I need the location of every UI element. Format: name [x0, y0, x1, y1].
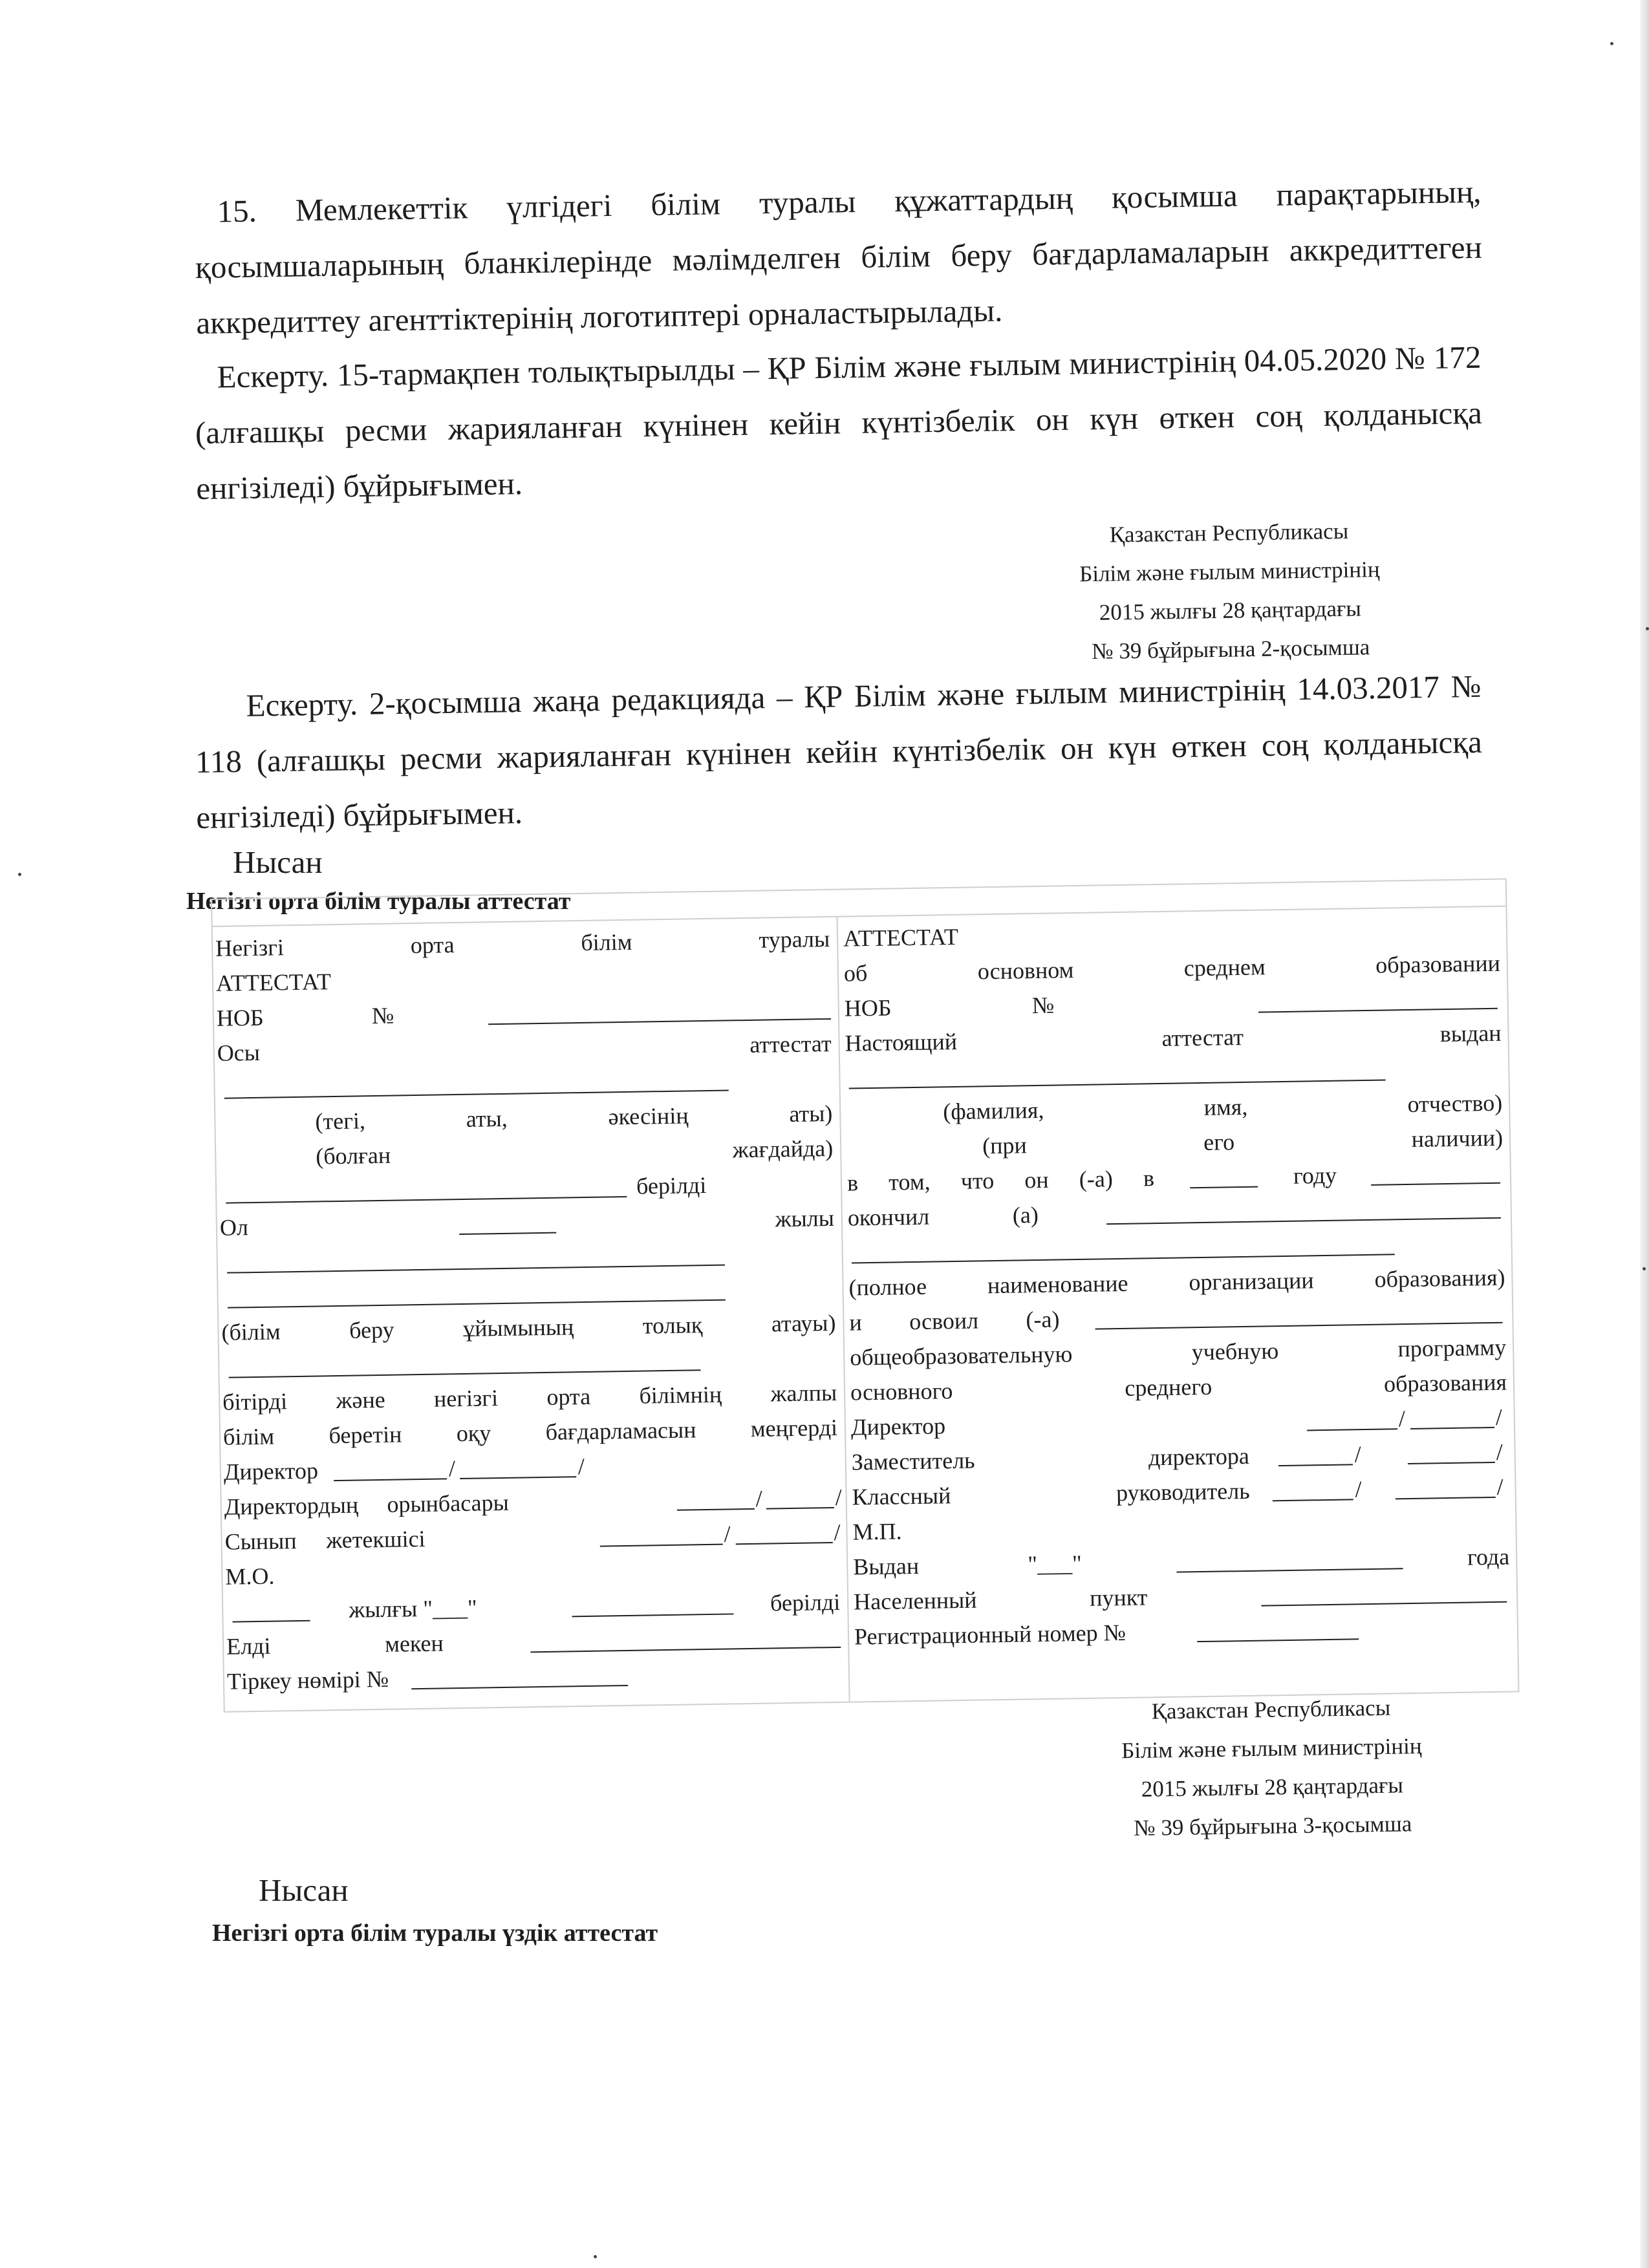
name-line — [849, 1080, 1386, 1089]
signature-line — [1273, 1499, 1353, 1501]
scan-speck — [1610, 42, 1613, 45]
scan-speck — [18, 873, 21, 876]
form-row: Настоящий аттестат выдан — [845, 1020, 1502, 1056]
registration-number-line — [1197, 1638, 1359, 1642]
form-row: (тегі, аты, әкесінің аты) — [315, 1100, 833, 1135]
organization-line — [229, 1369, 701, 1378]
form-row: Осы аттестат — [217, 1030, 832, 1066]
form-row: (фамилия, имя, отчество) — [942, 1089, 1503, 1125]
form-row: (при его наличии) — [982, 1124, 1503, 1159]
form-row: білім беретін оқу бағдарламасын меңгерді — [222, 1414, 838, 1450]
scan-speck — [594, 2255, 597, 2258]
note-paragraph-15: Ескерту. 15-тармақпен толықтырылды – ҚР Білім және ғылым министрінің 04.05.2020 № 172 (алғашқы ресми жарияланған күнінен кейін күнтізбелік он күн өткен соң қолданысқа енгізіледі) бұйрығымен. — [195, 339, 1483, 506]
signature-line — [1396, 1497, 1496, 1499]
issued-to-line — [226, 1196, 627, 1204]
signature-line — [736, 1542, 833, 1545]
form-column-kazakh — [215, 924, 842, 1702]
form-row: Елді мекен — [226, 1622, 841, 1667]
form-row: Классный руководитель / / — [852, 1473, 1503, 1510]
settlement-line — [530, 1647, 841, 1653]
scan-speck — [1646, 627, 1649, 630]
form-label-nysan: Нысан — [233, 844, 323, 880]
signature-line — [460, 1476, 576, 1479]
form-column-russian — [843, 914, 1511, 1657]
form-row: М.О. — [225, 1563, 275, 1590]
form-row: Директор / / — [223, 1453, 585, 1485]
form-row: Тіркеу нөмірі № — [227, 1657, 842, 1702]
form-row: окончил (а) — [848, 1193, 1505, 1238]
note-appendix-2: Ескерту. 2-қосымша жаңа редакцияда – ҚР Білім және ғылым министрінің 14.03.2017 № 118 (алғашқы ресми жарияланған күнінен кейін күнтізбелік он күн өткен соң қолданысқа енгізіледі) бұйрығымен. — [195, 668, 1483, 835]
certificate-number-line — [488, 1018, 831, 1025]
form-row: жылғы "___" берілді — [226, 1587, 841, 1632]
form-row: Населенный пункт — [854, 1577, 1511, 1622]
form-title-attestat: Негізгі орта білім туралы аттестат — [186, 888, 571, 915]
signature-line — [677, 1508, 755, 1511]
attestat-form-table — [211, 879, 1520, 1713]
signature-line — [1278, 1464, 1353, 1466]
signature-line — [1307, 1428, 1397, 1431]
signature-line — [334, 1478, 447, 1481]
form-row: НОБ № — [217, 994, 832, 1038]
form-row: (болған жағдайда) — [315, 1135, 834, 1170]
form-row: АТТЕСТАТ — [215, 968, 332, 996]
program-line — [1095, 1322, 1503, 1330]
form-row: общеобразовательную учебную программу — [849, 1334, 1507, 1371]
form-label-nysan-2: Нысан — [259, 1872, 349, 1908]
form-row: бітірді және негізгі орта білімнің жалпы — [222, 1379, 837, 1415]
organization-line — [1106, 1217, 1501, 1225]
signature-line — [1408, 1462, 1495, 1464]
year-line — [1190, 1186, 1258, 1189]
form-row: Директордың орынбасары / / — [224, 1484, 842, 1520]
form-row: Ол жылы — [219, 1204, 835, 1241]
year-line — [1371, 1182, 1500, 1186]
form-row: Сынып жетекшісі / / — [224, 1519, 841, 1555]
form-row: берілді — [219, 1168, 834, 1213]
settlement-line — [1261, 1601, 1507, 1607]
organization-line — [227, 1265, 725, 1274]
form-row: Негізгі орта білім туралы — [215, 925, 830, 961]
scan-edge-shadow — [1640, 0, 1649, 2268]
form-row: М.П. — [852, 1518, 902, 1545]
form-row: Директор / / — [850, 1404, 1503, 1440]
form-row: Заместитель директора / / — [851, 1439, 1503, 1475]
approval-block-appendix-3: Қазакстан Республикасы Білім және ғылым министрінің 2015 жылғы 28 қаңтардағы № 39 бұйрығына 3-қосымша — [1121, 1695, 1422, 1841]
certificate-number-line — [1258, 1008, 1498, 1013]
form-title-honors-attestat: Негізгі орта білім туралы үздік аттестат — [212, 1920, 658, 1947]
organization-line — [228, 1300, 726, 1309]
signature-line — [600, 1544, 723, 1547]
date-line — [233, 1620, 310, 1623]
approval-block-appendix-2: Қазакстан Республикасы Білім және ғылым министрінің 2015 жылғы 28 қаңтардағы № 39 бұйрығына 2-қосымша — [1079, 518, 1380, 665]
organization-line — [852, 1254, 1395, 1263]
form-row: основного среднего образования — [850, 1369, 1507, 1406]
scan-speck — [1643, 1267, 1646, 1270]
form-row: Выдан "___" года — [853, 1543, 1510, 1580]
paragraph-15: 15. Мемлекеттік үлгідегі білім туралы құжаттардың қосымша парақтарының, қосымшаларының бланкілерінде мәлімделген білім беру бағдарламаларын аккредиттеген аккредиттеу агенттіктерінің логотиптері орналастырылады. — [195, 173, 1483, 341]
form-row: в том, что он (-а) в году — [847, 1158, 1504, 1203]
name-line — [224, 1089, 729, 1098]
form-row: НОБ № — [844, 983, 1501, 1029]
date-line — [1177, 1568, 1403, 1572]
form-row: (білім беру ұйымының толық атауы) — [221, 1309, 836, 1345]
form-row: и освоил (-а) — [849, 1298, 1506, 1343]
signature-line — [766, 1507, 834, 1510]
date-line — [572, 1613, 733, 1617]
form-row: об основном среднем образовании — [843, 950, 1501, 987]
form-row: Регистрационный номер № — [854, 1612, 1511, 1657]
signature-line — [1410, 1427, 1494, 1429]
form-row: АТТЕСТАТ — [843, 923, 959, 952]
year-line — [459, 1232, 556, 1235]
registration-number-line — [411, 1685, 628, 1689]
form-row: (полное наименование организации образования) — [848, 1264, 1505, 1301]
